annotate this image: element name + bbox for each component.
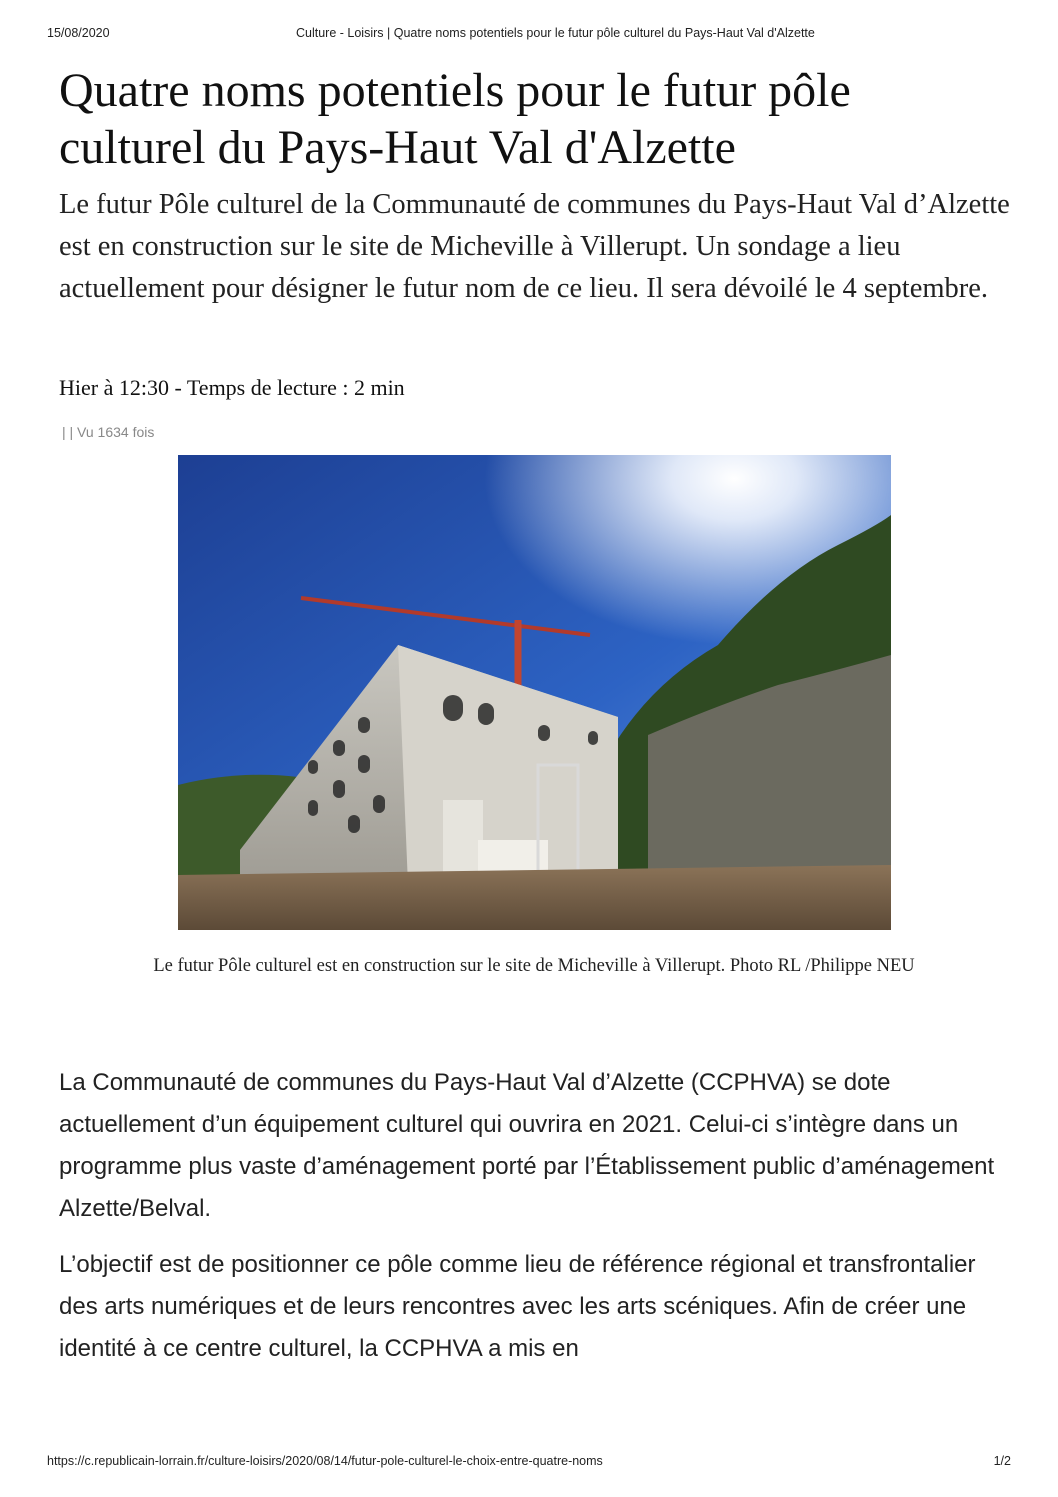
print-footer — [47, 1454, 1011, 1472]
article-title-line-2: culturel du Pays-Haut Val d'Alzette — [59, 121, 736, 174]
page-number: 1/2 — [993, 1454, 1011, 1468]
article-photo — [178, 455, 891, 930]
article-title-line-1: Quatre noms potentiels pour le futur pôle — [59, 64, 851, 117]
article-lead: Le futur Pôle culturel de la Communauté de communes du Pays-Haut Val d’Alzette est en construction sur le site de Micheville à Villerupt. Un sondage a lieu actuellement pour désigner le futur nom de ce lieu. Il sera dévoilé le 4 septembre. — [59, 189, 1010, 304]
article-meta: Hier à 12:30 - Temps de lecture : 2 min — [59, 375, 405, 400]
body-paragraph-1: La Communauté de communes du Pays-Haut Val d’Alzette (CCPHVA) se dote actuellement d’un équipement culturel qui ouvrira en 2021. Celui-ci s’intègre dans un programme plus vaste d’aménagement porté par l’Établissement public d’aménagement Alzette/Belval. — [59, 1069, 995, 1222]
article-title — [59, 62, 1019, 176]
source-url: https://c.republicain-lorrain.fr/culture-loisirs/2020/08/14/futur-pole-culturel-le-choix-entre-quatre-noms — [47, 1454, 603, 1468]
construction-site-photo — [178, 455, 891, 930]
print-page-title: Culture - Loisirs | Quatre noms potentiels pour le futur pôle culturel du Pays-Haut Val d'Alzette — [296, 26, 815, 40]
photo-caption: Le futur Pôle culturel est en construction sur le site de Micheville à Villerupt. Photo RL /Philippe NEU — [153, 956, 915, 976]
view-count: | | Vu 1634 fois — [62, 424, 155, 440]
print-header — [47, 26, 1018, 44]
body-paragraph-2: L’objectif est de positionner ce pôle comme lieu de référence régional et transfrontalier des arts numériques et de leurs rencontres avec les arts scéniques. Afin de créer une identité à ce centre culturel, la CCPHVA a mis en — [59, 1251, 976, 1362]
print-date: 15/08/2020 — [47, 26, 110, 40]
article-body — [59, 1062, 1019, 1384]
